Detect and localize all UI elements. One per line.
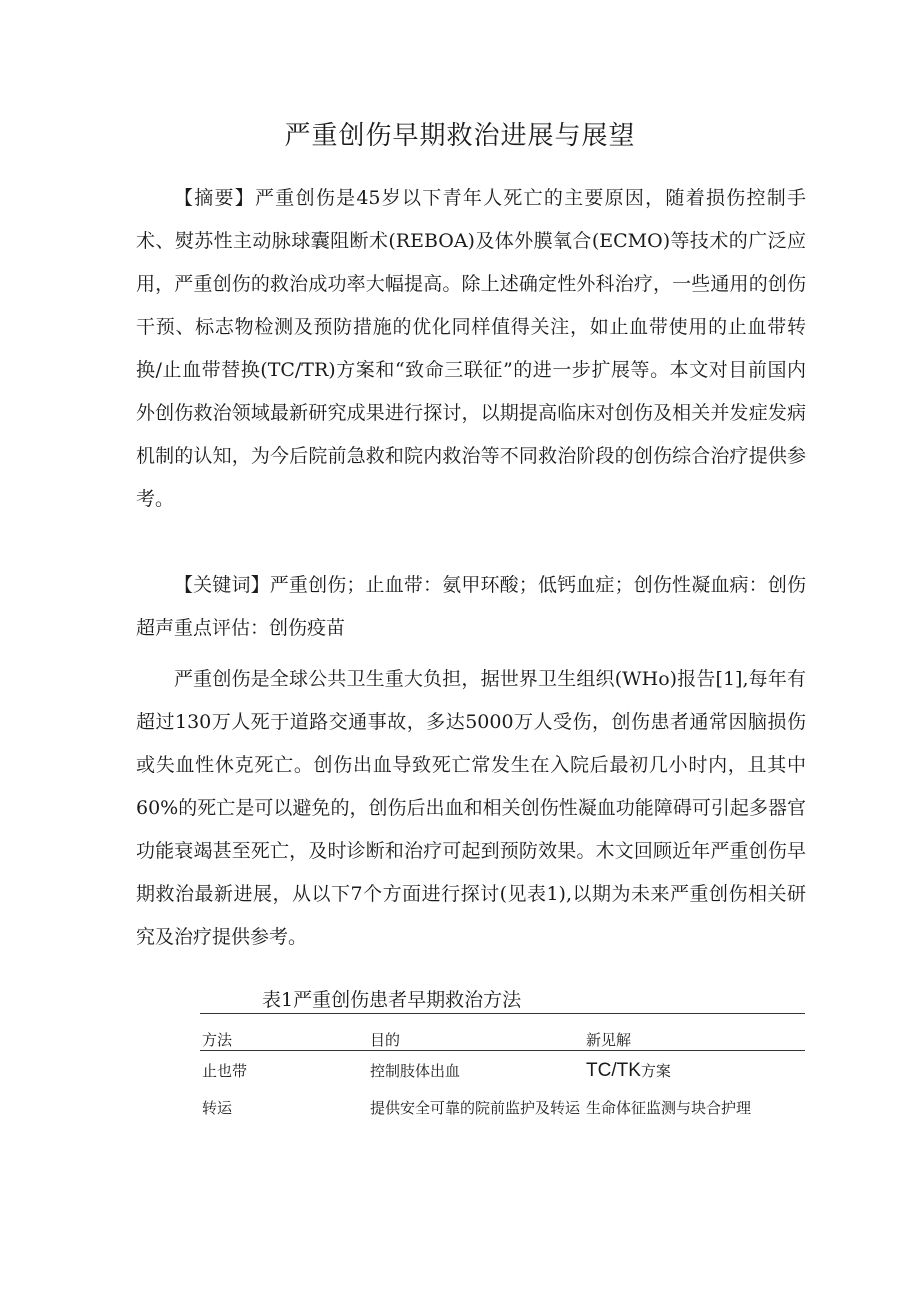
- table-row-1-purpose: 控制肢体出血: [370, 1062, 461, 1080]
- table-row-2-method: 转运: [202, 1099, 233, 1117]
- table-header-rule: [200, 1050, 805, 1051]
- table-row-2-insight-cjk: 生命体征监测与块合护理: [586, 1099, 752, 1117]
- keywords-paragraph: 【关键词】严重创伤；止血带：氨甲环酸；低钙血症；创伤性凝血病：创伤超声重点评估：创伤疫苗: [136, 574, 806, 639]
- table-row-2-purpose: 提供安全可靠的院前监护及转运: [370, 1099, 581, 1117]
- body-paragraph-1: 严重创伤是全球公共卫生重大负担，据世界卫生组织(WHo)报告[1],每年有超过130万人死于道路交通事故，多达5000万人受伤，创伤患者通常因脑损伤或失血性休克死亡。创伤出血导致死亡常发生在入院后最初几小时内，且其中60%的死亡是可以避免的，创伤后出血和相关创伤性凝血功能障碍可引起多器官功能衰竭甚至死亡，及时诊断和治疗可起到预防效果。木文回顾近年严重创伤早期救治最新进展，从以下7个方面进行探讨(见表1),以期为未来严重创伤相关研究及治疗提供参考。: [136, 668, 806, 948]
- table-row-1-method: 止也带: [202, 1062, 248, 1080]
- table-header-method: 方法: [202, 1031, 233, 1049]
- table-row-1-insight: [586, 1059, 806, 1083]
- abstract-paragraph: 【摘要】严重创伤是45岁以下青年人死亡的主要原因，随着损伤控制手术、熨苏性主动脉球囊阻断术(REBOA)及体外膜氧合(ECMO)等技术的广泛应用，严重创伤的救治成功率大幅提高。除上述确定性外科治疗，一些通用的创伤干预、标志物检测及预防措施的优化同样值得关注，如止血带使用的止血带转换/止血带替换(TC/TR)方案和“致命三联征”的进一步扩展等。本文对目前国内外创伤救治领域最新研究成果进行探讨，以期提高临床对创伤及相关并发症发病机制的认知，为今后院前急救和院内救治等不同救治阶段的创伤综合治疗提供参考。: [136, 187, 806, 510]
- table-caption: 表1严重创伤患者早期救治方法: [262, 989, 522, 1011]
- table-top-rule: [200, 1013, 805, 1014]
- table-header-insight: 新见解: [586, 1031, 632, 1049]
- table-row-1-insight-cjk: 方案: [640, 1062, 671, 1080]
- table-row-2-insight: [586, 1096, 806, 1120]
- table-header-purpose: 目的: [370, 1031, 401, 1049]
- table-row-1-insight-latin: TC/TK: [586, 1060, 641, 1081]
- document-title: 严重创伤早期救治进展与展望: [284, 121, 636, 151]
